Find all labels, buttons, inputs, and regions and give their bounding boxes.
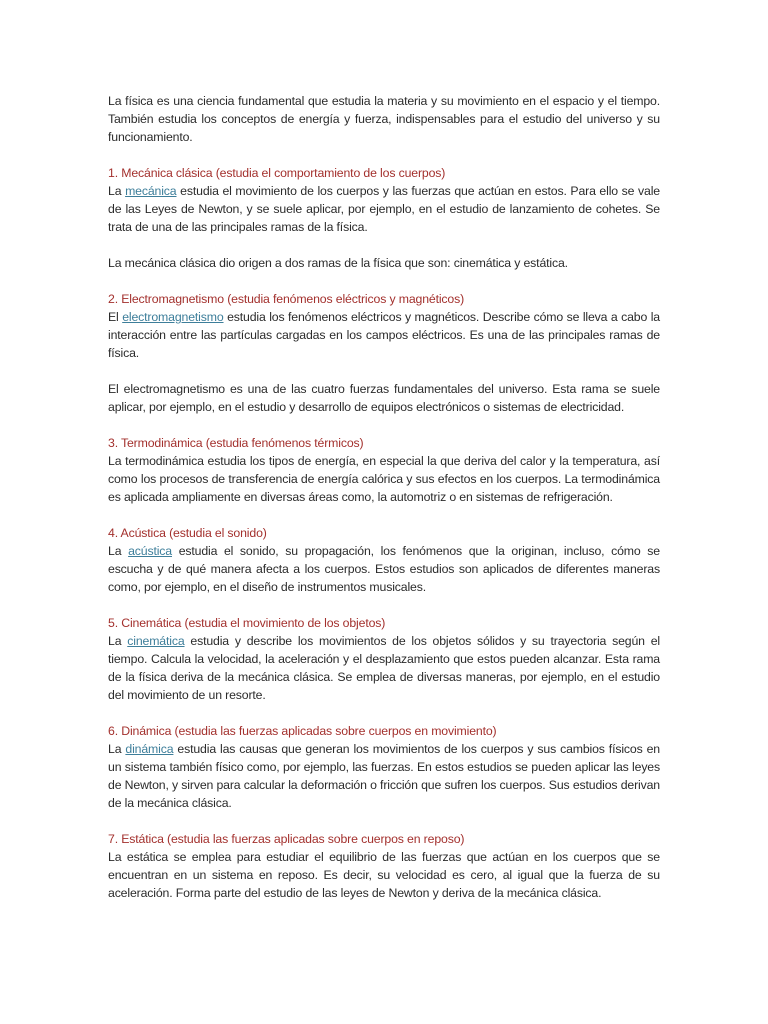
body-prefix: La [108, 544, 122, 558]
body-text: estudia el movimiento de los cuerpos y las fuerzas que actúan en estos. Para ello se vale de las Leyes de Newton, y se suele aplicar, por ejemplo, en el estudio de lanzamiento de cohetes. Se trata de una de las principales ramas de la física. [108, 184, 660, 234]
body-prefix: El [108, 310, 119, 324]
section-heading: 5. Cinemática (estudia el movimiento de los objetos) [108, 616, 386, 630]
section-estatica [108, 830, 660, 902]
section-extra-paragraph: La mecánica clásica dio origen a dos ramas de la física que son: cinemática y estática. [108, 256, 568, 270]
body-prefix: La [108, 184, 122, 198]
body-prefix: La [108, 634, 122, 648]
section-heading: 6. Dinámica (estudia las fuerzas aplicadas sobre cuerpos en movimiento) [108, 724, 497, 738]
section-heading: 4. Acústica (estudia el sonido) [108, 526, 267, 540]
section-body: La termodinámica estudia los tipos de energía, en especial la que deriva del calor y la temperatura, así como los procesos de transferencia de energía calórica y sus efectos en los cuerpos. La termodinámica es aplicada ampliamente en diversas áreas como, la automotriz o en sistemas de refrigeración. [108, 454, 660, 504]
section-termodinamica [108, 434, 660, 506]
link-mecanica[interactable]: mecánica [125, 184, 177, 198]
body-text: estudia el sonido, su propagación, los fenómenos que la originan, incluso, cómo se escucha y de qué manera afecta a los cuerpos. Estos estudios son aplicados de diferentes maneras como, por ejemplo, en el diseño de instrumentos musicales. [108, 544, 660, 594]
body-text: estudia las causas que generan los movimientos de los cuerpos y sus cambios físicos en un sistema también físico como, por ejemplo, las fuerzas. En estos estudios se pueden aplicar las leyes de Newton, y sirven para calcular la deformación o fricción que sufren los cuerpos. Sus estudios derivan de la mecánica clásica. [108, 742, 660, 810]
section-body [108, 542, 660, 596]
section-dinamica [108, 722, 660, 812]
section-cinematica [108, 614, 660, 704]
section-heading: 2. Electromagnetismo (estudia fenómenos eléctricos y magnéticos) [108, 292, 465, 306]
link-dinamica[interactable]: dinámica [125, 742, 174, 756]
document-page [108, 92, 660, 920]
body-prefix: La [108, 742, 122, 756]
section-body [108, 182, 660, 236]
link-acustica[interactable]: acústica [128, 544, 172, 558]
section-electromagnetismo [108, 290, 660, 416]
body-text: estudia los fenómenos eléctricos y magnéticos. Describe cómo se lleva a cabo la interacción entre las partículas cargadas en los campos eléctricos. Es una de las principales ramas de física. [108, 310, 660, 360]
link-electromagnetismo[interactable]: electromagnetismo [122, 310, 224, 324]
section-extra-paragraph: El electromagnetismo es una de las cuatro fuerzas fundamentales del universo. Esta rama se suele aplicar, por ejemplo, en el estudio y desarrollo de equipos electrónicos o sistemas de electricidad. [108, 382, 660, 414]
intro-paragraph: La física es una ciencia fundamental que estudia la materia y su movimiento en el espacio y el tiempo. También estudia los conceptos de energía y fuerza, indispensables para el estudio del universo y su funcionamiento. [108, 94, 660, 144]
section-body: La estática se emplea para estudiar el equilibrio de las fuerzas que actúan en los cuerpos que se encuentran en un sistema en reposo. Es decir, su velocidad es cero, al igual que la fuerza de su aceleración. Forma parte del estudio de las leyes de Newton y deriva de la mecánica clásica. [108, 850, 660, 900]
section-acustica [108, 524, 660, 596]
section-body [108, 632, 660, 704]
body-text: estudia y describe los movimientos de los objetos sólidos y su trayectoria según el tiempo. Calcula la velocidad, la aceleración y el desplazamiento que estos pueden alcanzar. Esta rama de la física deriva de la mecánica clásica. Se emplea de diversas maneras, por ejemplo, en el estudio del movimiento de un resorte. [108, 634, 660, 702]
section-mecanica-clasica [108, 164, 660, 272]
section-body [108, 740, 660, 812]
section-body [108, 308, 660, 362]
section-heading: 3. Termodinámica (estudia fenómenos térmicos) [108, 436, 364, 450]
link-cinematica[interactable]: cinemática [127, 634, 185, 648]
section-heading: 7. Estática (estudia las fuerzas aplicadas sobre cuerpos en reposo) [108, 832, 465, 846]
section-heading: 1. Mecánica clásica (estudia el comportamiento de los cuerpos) [108, 166, 446, 180]
